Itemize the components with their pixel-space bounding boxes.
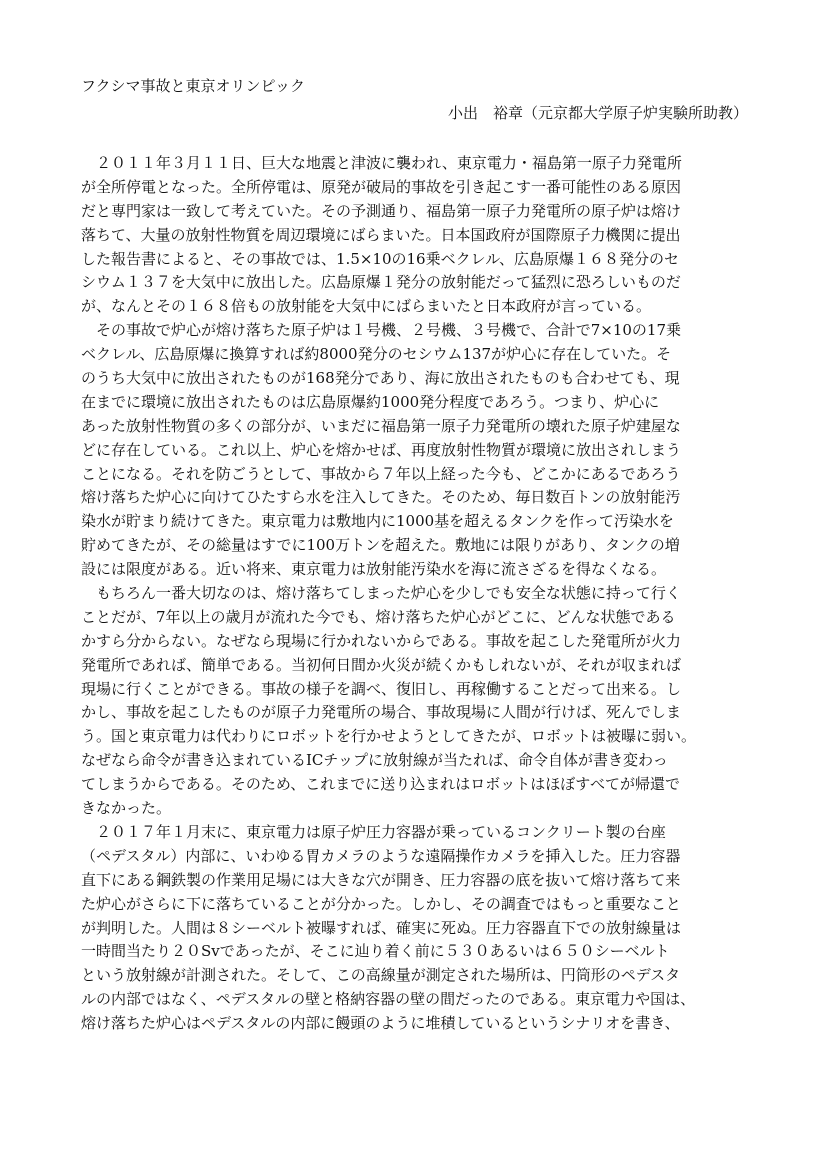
text-line: が、なんとその１６８倍もの放射能を大気中にばらまいたと日本政府が言っている。: [81, 297, 652, 316]
text-line: その事故で炉心が熔け落ちた原子炉は１号機、２号機、３号機で、合計で7×10の17乗: [81, 321, 681, 340]
text-line: のうち大気中に放出されたものが168発分であり、海に放出されたものも合わせても、現: [81, 369, 680, 388]
text-line: かし、事故を起こしたものが原子力発電所の場合、事故現場に人間が行けば、死んでしま: [81, 703, 682, 722]
text-line: が全所停電となった。全所停電は、原発が破局的事故を引き起こす一番可能性のある原因: [81, 177, 682, 196]
text-line: ２０１７年１月末に、東京電力は原子炉圧力容器が乗っているコンクリート製の台座: [81, 822, 666, 841]
text-line: 直下にある鋼鉄製の作業用足場には大きな穴が開き、圧力容器の底を抜いて熔け落ちて来: [81, 870, 681, 889]
text-line: という放射線が計測された。そして、この高線量が測定された場所は、円筒形のペデスタ: [81, 966, 681, 985]
text-line: ２０１１年３月１１日、巨大な地震と津波に襲われ、東京電力・福島第一原子力発電所: [81, 154, 682, 172]
text-line: あった放射性物質の多くの部分が、いまだに福島第一原子力発電所の壊れた原子炉建屋な: [81, 416, 681, 435]
text-line: だと専門家は一致して考えていた。その予測通り、福島第一原子力発電所の原子炉は熔け: [81, 201, 682, 220]
text-line: た炉心がさらに下に落ちていることが分かった。しかし、その調査ではもっと重要なこと: [81, 894, 681, 913]
text-line: （ペデスタル）内部に、いわゆる胃カメラのような遠隔操作カメラを挿入した。圧力容器: [81, 846, 681, 865]
text-line: う。国と東京電力は代わりにロボットを行かせようとしてきたが、ロボットは被曝に弱い。: [81, 727, 697, 746]
text-line: てしまうからである。そのため、これまでに送り込まれはロボットはほぼすべてが帰還で: [81, 775, 680, 794]
body-text: [81, 152, 761, 1036]
author-line: 小出 裕章（元京都大学原子炉実験所助教）: [447, 104, 748, 122]
text-line: もちろん一番大切なのは、熔け落ちてしまった炉心を少しでも安全な状態に持って行く: [81, 584, 681, 603]
text-line: シウム１３７を大気中に放出した。広島原爆１発分の放射能だって猛烈に恐ろしいものだ: [81, 273, 681, 292]
text-line: ことになる。それを防ごうとして、事故から７年以上経った今も、どこかにあるであろう: [81, 464, 681, 483]
text-line: 現場に行くことができる。事故の様子を調べ、復旧し、再稼働することだって出来る。し: [81, 679, 682, 698]
text-line: 発電所であれば、簡単である。当初何日間か火災が続くかもしれないが、それが収まれば: [81, 655, 682, 674]
text-line: 一時間当たり２０Svであったが、そこに辿り着く前に５３０あるいは６５０シーベルト: [81, 942, 670, 961]
text-line: 熔け落ちた炉心に向けてひたすら水を注入してきた。そのため、毎日数百トンの放射能汚: [81, 488, 681, 507]
text-line: 染水が貯まり続けてきた。東京電力は敷地内に1000基を超えるタンクを作って汚染水を: [81, 512, 674, 531]
text-line: なぜなら命令が書き込まれているICチップに放射線が当たれば、命令自体が書き変わっ: [81, 751, 668, 770]
text-line: きなかった。: [81, 799, 172, 818]
text-line: ルの内部ではなく、ペデスタルの壁と格納容器の壁の間だったのである。東京電力や国は、: [81, 990, 696, 1009]
text-line: が判明した。人間は８シーベルト被曝すれば、確実に死ぬ。圧力容器直下での放射線量は: [81, 918, 682, 937]
text-line: 在までに環境に放出されたものは広島原爆約1000発分程度であろう。つまり、炉心に: [81, 392, 660, 411]
text-line: かすら分からない。なぜなら現場に行かれないからである。事故を起こした発電所が火力: [81, 631, 681, 650]
text-line: 熔け落ちた炉心はペデスタルの内部に饅頭のように堆積しているというシナリオを書き、: [81, 1014, 680, 1033]
text-line: 設には限度がある。近い将来、東京電力は放射能汚染水を海に流さざるを得なくなる。: [81, 560, 667, 579]
text-line: 貯めてきたが、その総量はすでに100万トンを超えた。敷地には限りがあり、タンクの増: [81, 536, 680, 555]
document-title: フクシマ事故と東京オリンピック: [81, 77, 305, 95]
text-line: ことだが、7年以上の歳月が流れた今でも、熔け落ちた炉心がどこに、どんな状態である: [81, 607, 676, 626]
text-line: ベクレル、広島原爆に換算すれば約8000発分のセシウム137が炉心に存在していた。そ: [81, 345, 672, 364]
text-line: した報告書によると、その事故では、1.5×10の16乗ベクレル、広島原爆１６８発分のセ: [81, 249, 680, 268]
text-line: どに存在している。これ以上、炉心を熔かせば、再度放射性物質が環境に放出されしまう: [81, 440, 682, 459]
text-line: 落ちて、大量の放射性物質を周辺環境にばらまいた。日本国政府が国際原子力機関に提出: [81, 225, 681, 244]
